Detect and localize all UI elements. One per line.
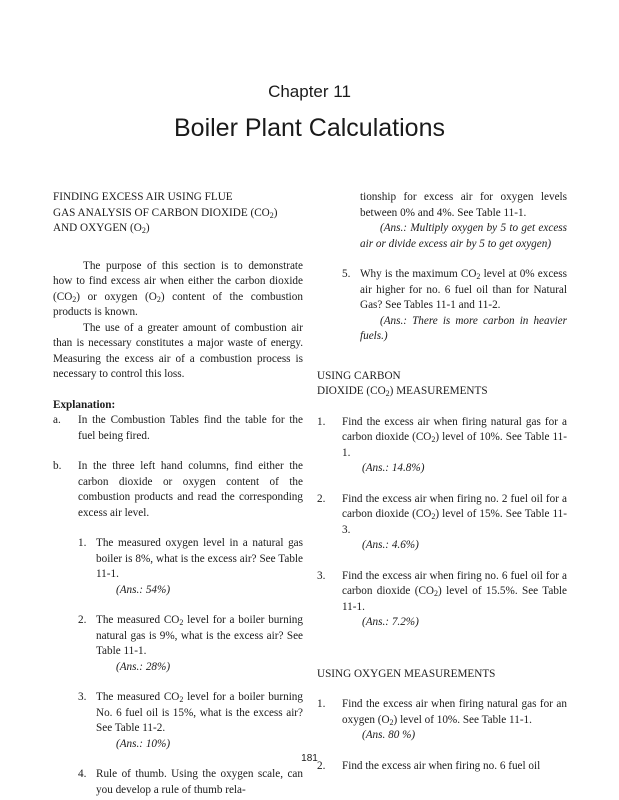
o2-problem-1: 1. Find the excess air when firing natural gas for an oxygen $(O_2)$ level of 10%. See Table 11-1. (Ans. 80 %): [317, 698, 567, 741]
chapter-title: Boiler Plant Calculations: [174, 114, 445, 142]
answer: (Ans.: 10%): [116, 737, 171, 750]
page-number: 181: [301, 753, 318, 764]
co2-problem-2: 2. Find the excess air when firing no. 2 fuel oil for a carbon dioxide $(CO_2)$ level of 15%. See Table 11-3. (Ans.: 4.6%): [317, 492, 567, 551]
question-4-continued: tionship for excess air for oxygen levels between 0% and 4%. See Table 11-1. (Ans.: Multiply oxygen by 5 to get excess air or divide excess air by 5 to get oxygen): [360, 190, 567, 252]
answer: (Ans.: Multiply oxygen by 5 to get excess air or divide excess air by 5 to get oxygen): [360, 222, 567, 250]
o2-problem-2: 2. Find the excess air when firing no. 6 fuel oil: [317, 759, 541, 772]
intro-paragraph: The purpose of this section is to demonstrate how to find excess air when either the carbon dioxide $(CO_2)$ or oxygen $(O_2)$ content of the combustion products is known.: [53, 259, 303, 318]
section-heading-co2: USING CARBON DIOXIDE $(CO_2)$ MEASUREMENTS: [317, 369, 488, 398]
answer: (Ans.: 4.6%): [362, 539, 419, 551]
section-heading-excess-air: FINDING EXCESS AIR USING FLUE GAS ANALYSIS OF CARBON DIOXIDE $(CO_2)$ AND OXYGEN $(O_2)$: [53, 191, 278, 235]
co2-problem-3: 3. Find the excess air when firing no. 6 fuel oil for a carbon dioxide $(CO_2)$ level of 15.5%. See Table 11-1. (Ans.: 7.2%): [317, 569, 567, 628]
question-3: 3. The measured $CO_2$ level for a boiler burning No. 6 fuel oil is 15%, what is the excess air? See Table 11-2. (Ans.: 10%): [78, 691, 303, 750]
answer: (Ans.: 54%): [116, 583, 171, 596]
explanation-item-b: b. In the three left hand columns, find either the carbon dioxide or oxygen content of the combustion products and read the corresponding excess air level.: [53, 460, 303, 519]
answer: (Ans.: 28%): [116, 660, 171, 673]
left-column: [53, 190, 303, 798]
explanation-item-a: a. In the Combustion Tables find the table for the fuel being fired.: [53, 414, 303, 442]
section-heading-o2: USING OXYGEN MEASUREMENTS: [317, 667, 496, 680]
answer: (Ans.: 14.8%): [362, 462, 425, 474]
answer: (Ans.: There is more carbon in heavier fuels.): [360, 314, 567, 342]
question-2: 2. The measured $CO_2$ level for a boiler burning natural gas is 9%, what is the excess air? See Table 11-1. (Ans.: 28%): [78, 614, 303, 673]
answer: (Ans.: 7.2%): [362, 616, 419, 628]
question-5: 5. Why is the maximum $CO_2$ level at 0% excess air higher for no. 6 fuel oil than for Natural Gas? See Tables 11-1 and 11-2. (Ans.: There is more carbon in heavier fuels.): [342, 267, 567, 345]
question-1: 1. The measured oxygen level in a natural gas boiler is 8%, what is the excess air? See Table 11-1. (Ans.: 54%): [78, 537, 303, 596]
waste-paragraph: The use of a greater amount of combustion air than is necessary constitutes a major waste of energy. Measuring the excess air of a combustion process is necessary to control this loss.: [53, 321, 303, 380]
right-column: [317, 190, 567, 774]
chapter-label: Chapter 11: [268, 82, 351, 101]
answer: (Ans. 80 %): [362, 729, 416, 741]
question-4: 4. Rule of thumb. Using the oxygen scale, can you develop a rule of thumb rela-: [78, 768, 303, 796]
co2-problem-1: 1. Find the excess air when firing natural gas for a carbon dioxide $(CO_2)$ level of 10%. See Table 11-1. (Ans.: 14.8%): [317, 415, 567, 474]
explanation-heading: Explanation:: [53, 398, 116, 411]
